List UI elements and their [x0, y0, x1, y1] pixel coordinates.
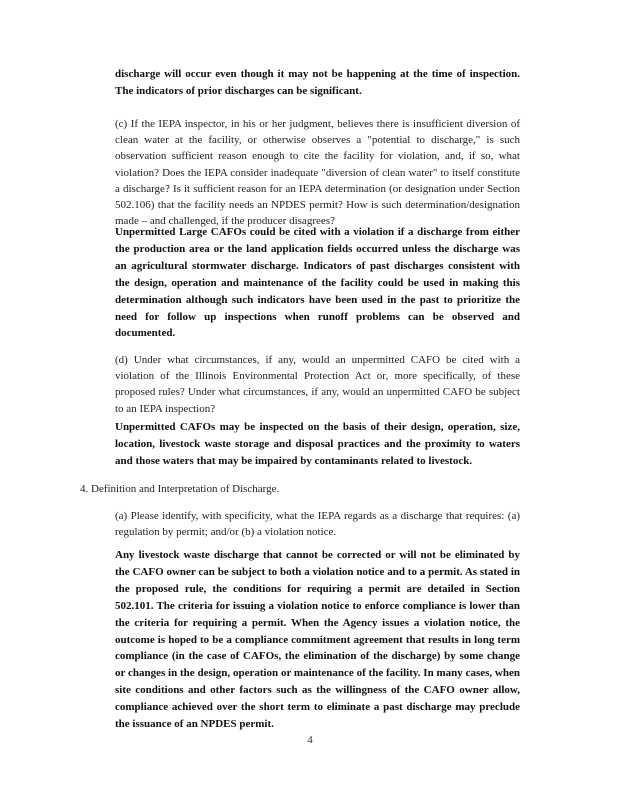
- response-4a-paragraph: Any livestock waste discharge that cannot be corrected or will not be eliminated by the CAFO owner can be subject to both a violation notice and to a permit. As stated in the proposed rule, the conditions for requiring a permit are detailed in Section 502.101. The criteria for issuing a violation notice to enforce compliance is lower than the criteria for requiring a permit. When the Agency issues a violation notice, the outcome is hoped to be a compliance commitment agreement that results in long term compliance (in the case of CAFOs, the elimination of the discharge) by some change or changes in the design, operation or maintenance of the facility. In many cases, when site conditions and other factors such as the willingness of the CAFO owner allow, compliance achieved over the short term to eliminate a past discharge may preclude the issuance of an NPDES permit.: [115, 549, 520, 731]
- question-d-paragraph: (d) Under what circumstances, if any, would an unpermitted CAFO be cited with a violation of the Illinois Environmental Protection Act or, more specifically, of these proposed rules? Under what circumstances, if any, would an unpermitted CAFO be subject to an IEPA inspection?: [115, 354, 520, 415]
- response-paragraph-top: discharge will occur even though it may not be happening at the time of inspection. The indicators of prior discharges can be significant.: [115, 68, 520, 97]
- page-number: 4: [307, 734, 313, 746]
- section-heading: 4. Definition and Interpretation of Discharge.: [80, 483, 280, 495]
- response-d-paragraph: Unpermitted CAFOs may be inspected on the basis of their design, operation, size, location, livestock waste storage and disposal practices and the proximity to waters and those waters that may be impaired by contaminants related to livestock.: [115, 421, 520, 467]
- question-4a-paragraph: (a) Please identify, with specificity, what the IEPA regards as a discharge that requires: (a) regulation by permit; and/or (b) a violation notice.: [115, 510, 520, 539]
- question-c-paragraph: (c) If the IEPA inspector, in his or her judgment, believes there is insufficient diversion of clean water at the facility, or otherwise observes a "potential to discharge," is such observation sufficient reason enough to cite the facility for violation, and, if so, what violation? Does the IEPA consider inadequate "diversion of clean water" to itself constitute a discharge? Is it sufficient reason for an IEPA determination (or designation under Section 502.106) that the facility needs an NPDES permit? How is such determination/designation made – and challenged, if the producer disagrees?: [115, 118, 520, 228]
- response-c-paragraph: Unpermitted Large CAFOs could be cited with a violation if a discharge from either the production area or the land application fields occurred unless the discharge was an agricultural stormwater discharge. Indicators of past discharges consistent with the design, operation and maintenance of the facility could be used in making this determination although such indicators have been used in the past to prioritize the need for follow up inspections when runoff problems can be observed and documented.: [115, 226, 520, 340]
